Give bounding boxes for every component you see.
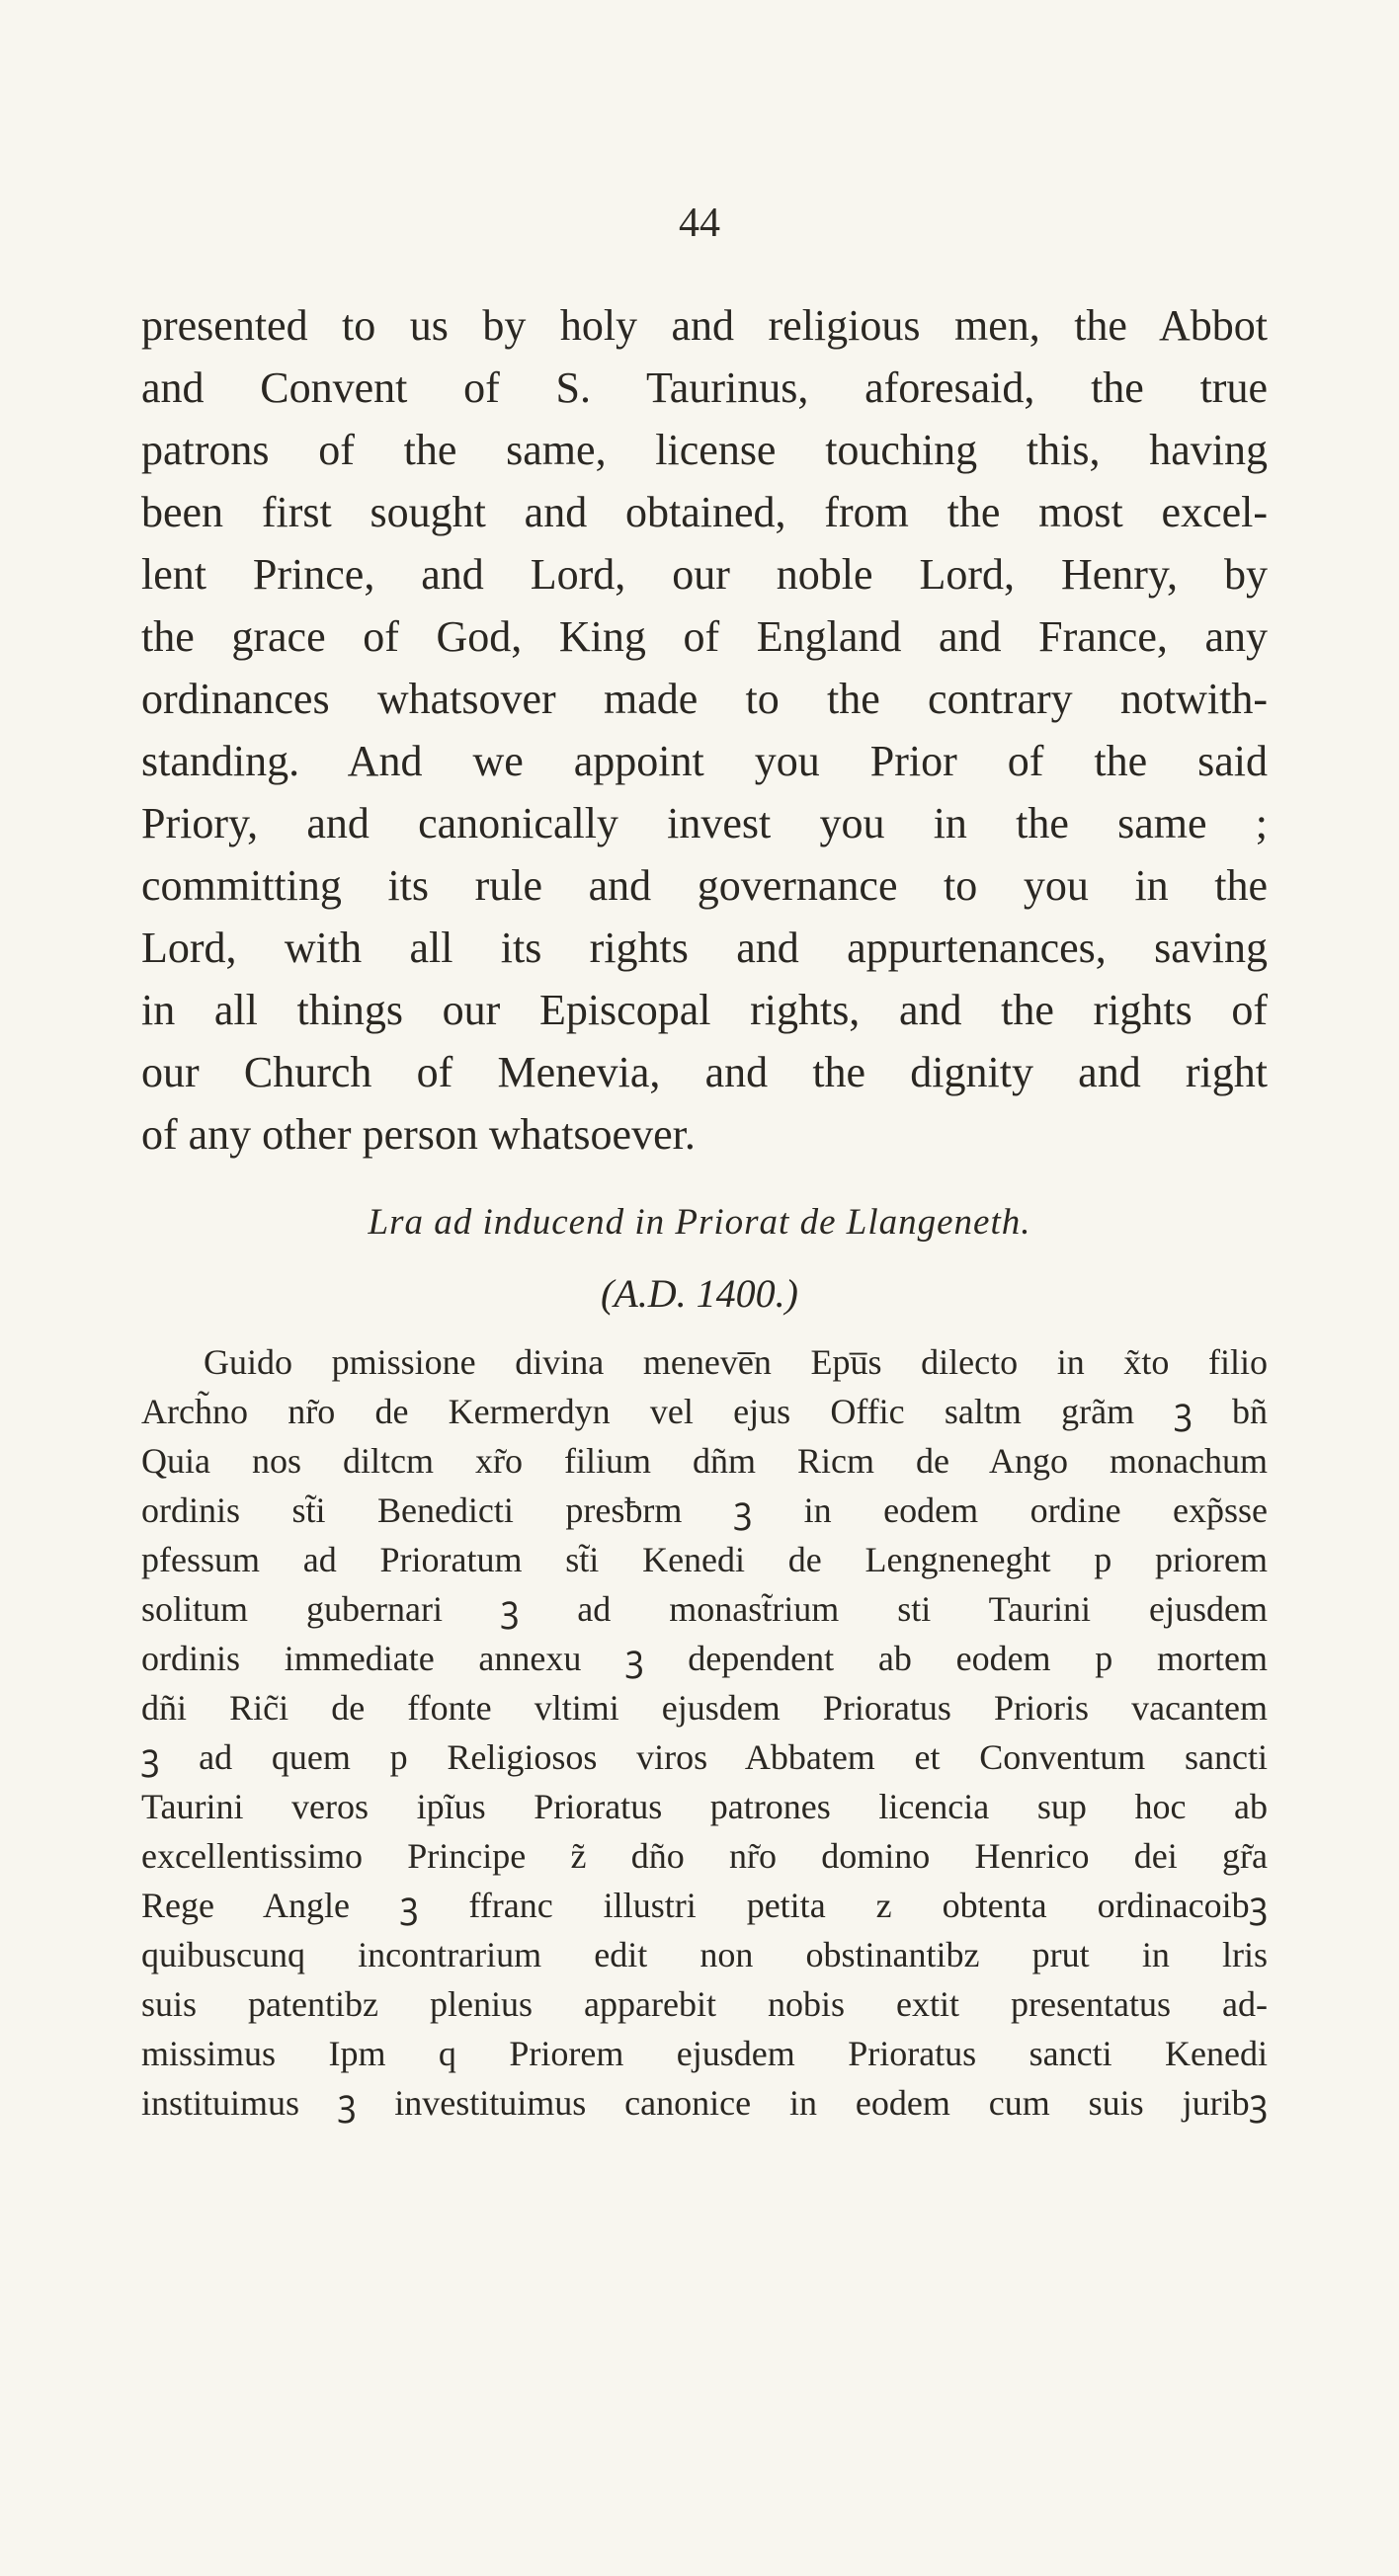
latin-line: Guido pmissione divina meneve̅n Epu̅s dilecto in x̃to filio	[204, 1342, 1268, 1382]
latin-line: ordinis st̃i Benedicti presƀrm ꝫ in eodem ordine exp̃sse	[141, 1490, 1268, 1530]
latin-line: Rege Angle ꝫ ffranc illustri petita z obtenta ordinacoibꝫ	[141, 1886, 1268, 1925]
latin-line: ordinis immediate annexu ꝫ dependent ab eodem p mortem	[141, 1639, 1268, 1678]
latin-line: excellentissimo Principe z̃ dño nr̃o domino Henrico dei gr̃a	[141, 1836, 1268, 1876]
english-line: patrons of the same, license touching this, having	[141, 426, 1268, 474]
latin-line: dñi Ric̃i de ffonte vltimi ejusdem Prioratus Prioris vacantem	[141, 1688, 1268, 1728]
latin-line: Arch̃no nr̃o de Kermerdyn vel ejus Offic saltm grãm ꝫ bñ	[141, 1392, 1268, 1431]
english-line: been first sought and obtained, from the most excel-	[141, 488, 1268, 536]
latin-line: Quia nos diltcm xr̃o filium dñm Ricm de Ango monachum	[141, 1441, 1268, 1481]
section-date: (A.D. 1400.)	[601, 1271, 798, 1316]
english-translation-paragraph	[141, 294, 1268, 1166]
english-line: standing. And we appoint you Prior of the said	[141, 737, 1268, 785]
english-line: Lord, with all its rights and appurtenances, saving	[141, 924, 1268, 972]
latin-line: pfessum ad Prioratum st̃i Kenedi de Lengneneght p priorem	[141, 1540, 1268, 1579]
english-line: Priory, and canonically invest you in the same ;	[141, 799, 1268, 847]
latin-line: ꝫ ad quem p Religiosos viros Abbatem et Conventum sancti	[141, 1737, 1268, 1777]
latin-line: Taurini veros ipĩus Prioratus patrones licencia sup hoc ab	[141, 1787, 1268, 1826]
latin-line: solitum gubernari ꝫ ad monast̃rium sti Taurini ejusdem	[141, 1589, 1268, 1629]
latin-line: missimus Ipm q Priorem ejusdem Prioratus sancti Kenedi	[141, 2034, 1268, 2073]
english-line: our Church of Menevia, and the dignity and right	[141, 1048, 1268, 1096]
latin-document-paragraph	[141, 1337, 1268, 2128]
english-line: in all things our Episcopal rights, and the rights of	[141, 986, 1268, 1034]
english-line: presented to us by holy and religious men, the Abbot	[141, 301, 1268, 350]
page-number: 44	[679, 201, 720, 246]
english-line: of any other person whatsoever.	[141, 1110, 696, 1159]
english-line: the grace of God, King of England and France, any	[141, 612, 1268, 661]
english-line: committing its rule and governance to you in the	[141, 861, 1268, 910]
latin-line: quibuscunq incontrarium edit non obstinantibz prut in lris	[141, 1935, 1268, 1974]
english-line: and Convent of S. Taurinus, aforesaid, the true	[141, 363, 1268, 412]
section-heading: Lra ad inducend in Priorat de Llangeneth.	[368, 1202, 1031, 1243]
latin-line: instituimus ꝫ investituimus canonice in eodem cum suis juribꝫ	[141, 2083, 1268, 2123]
english-line: lent Prince, and Lord, our noble Lord, Henry, by	[141, 550, 1268, 599]
latin-line: suis patentibz plenius apparebit nobis extit presentatus ad-	[141, 1984, 1268, 2024]
english-line: ordinances whatsover made to the contrary notwith-	[141, 675, 1268, 723]
